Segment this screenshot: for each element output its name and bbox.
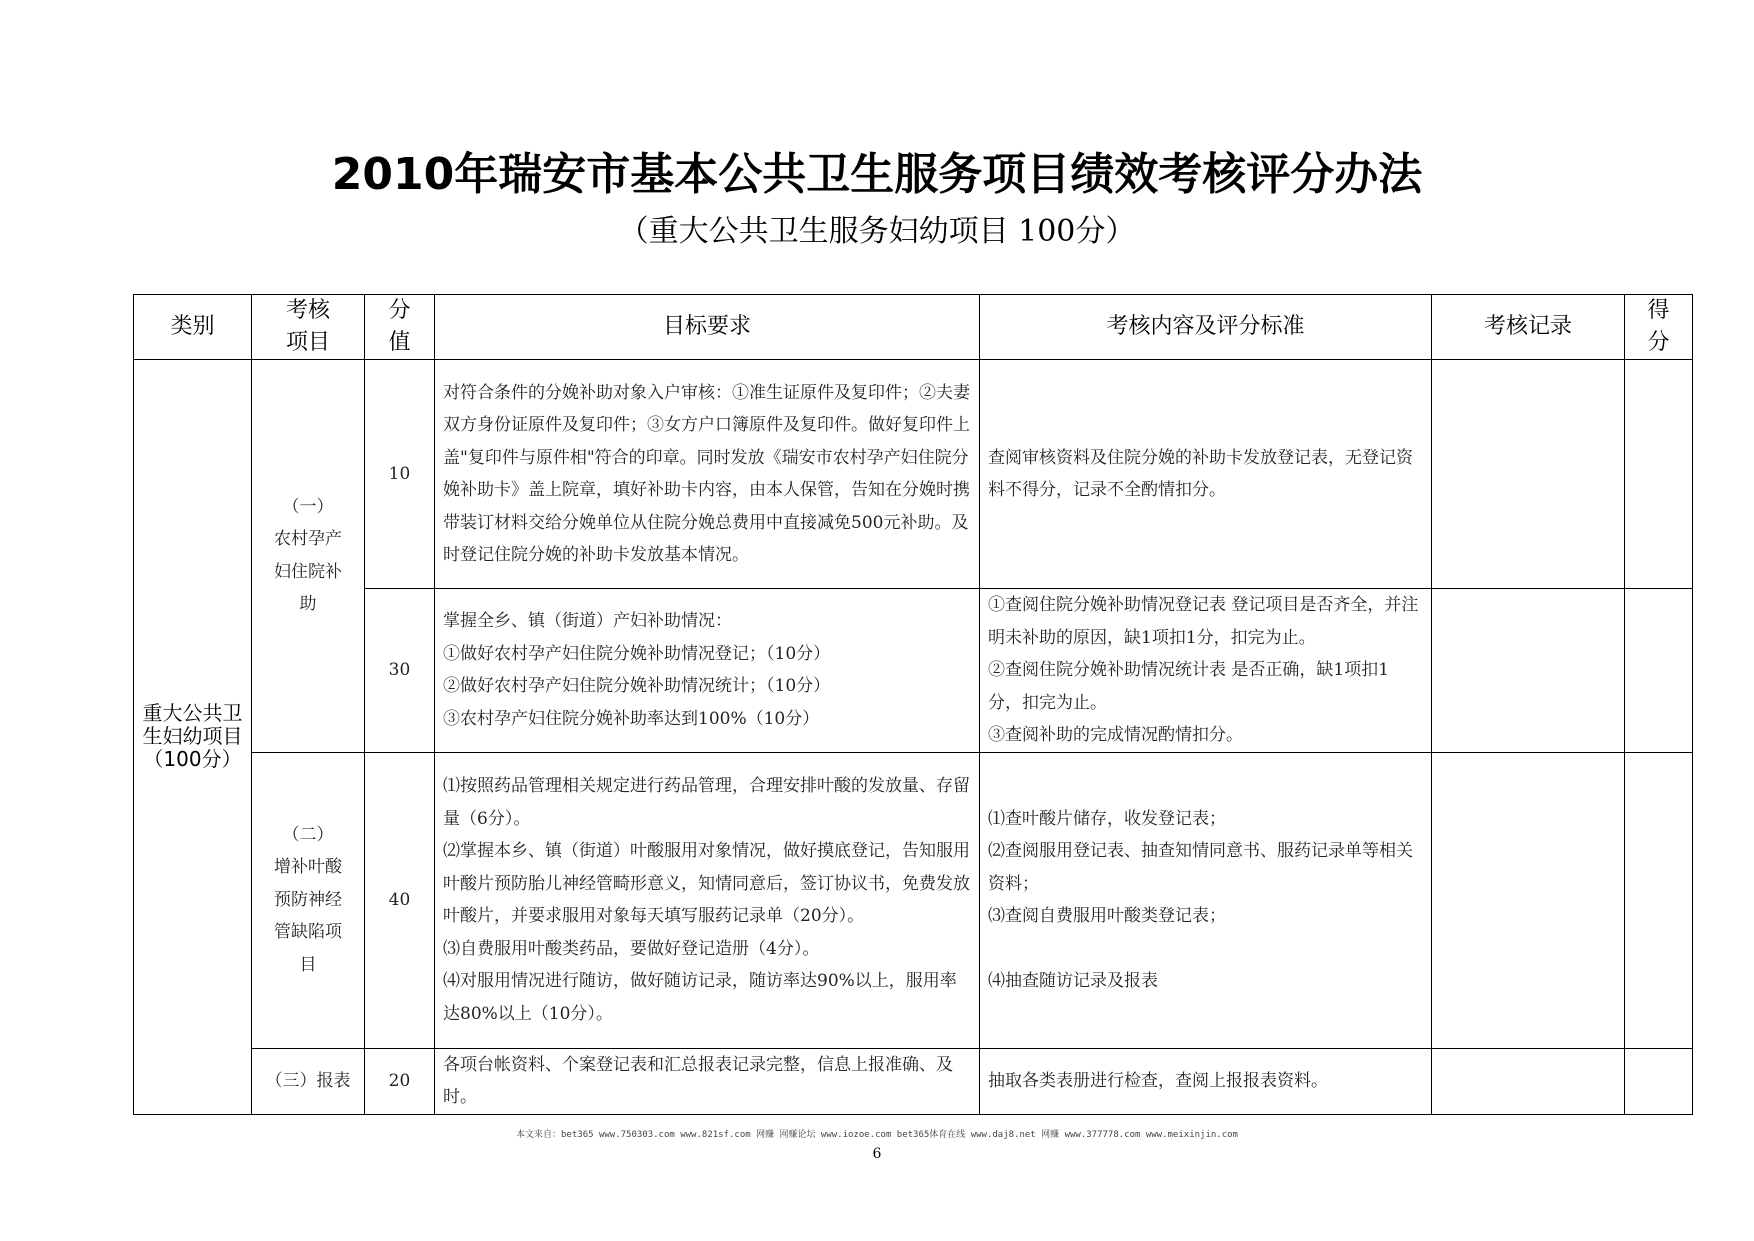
table-row [134, 360, 1693, 589]
table-header-row [134, 295, 1693, 360]
document-title: 2010年瑞安市基本公共卫生服务项目绩效考核评分办法 [331, 149, 1423, 200]
header-item: 考核 项目 [252, 295, 365, 360]
got-cell[interactable] [1625, 752, 1693, 1048]
got-cell[interactable] [1625, 589, 1693, 753]
target-cell: 掌握全乡、镇（街道）产妇补助情况： ①做好农村孕产妇住院分娩补助情况登记；（10分） ②做好农村孕产妇住院分娩补助情况统计；（10分） ③农村孕产妇住院分娩补助率达到100%（10分） [435, 589, 980, 753]
table-row [134, 752, 1693, 1048]
record-cell[interactable] [1432, 752, 1625, 1048]
header-record: 考核记录 [1432, 295, 1625, 360]
score-cell: 30 [365, 589, 435, 753]
record-cell[interactable] [1432, 589, 1625, 753]
page-content [0, 148, 1754, 1163]
assessment-table [133, 294, 1693, 1115]
table-row [134, 589, 1693, 753]
header-target: 目标要求 [435, 295, 980, 360]
record-cell[interactable] [1432, 1048, 1625, 1114]
header-score: 分 值 [365, 295, 435, 360]
criteria-cell: 查阅审核资料及住院分娩的补助卡发放登记表，无登记资料不得分，记录不全酌情扣分。 [980, 360, 1432, 589]
header-criteria: 考核内容及评分标准 [980, 295, 1432, 360]
table-row [134, 1048, 1693, 1114]
criteria-cell: ⑴查叶酸片储存，收发登记表； ⑵查阅服用登记表、抽查知情同意书、服药记录单等相关资料； ⑶查阅自费服用叶酸类登记表； ⑷抽查随访记录及报表 [980, 752, 1432, 1048]
source-footer: 本文来自：bet365 www.750303.com www.821sf.com 网赚 网赚论坛 www.iozoe.com bet365体育在线 www.daj8.net 网赚 www.377778.com www.meixinjin.com [516, 1129, 1238, 1140]
got-cell[interactable] [1625, 1048, 1693, 1114]
got-cell[interactable] [1625, 360, 1693, 589]
header-category: 类别 [134, 295, 252, 360]
score-cell: 20 [365, 1048, 435, 1114]
item-cell: （二） 增补叶酸 预防神经 管缺陷项 目 [252, 752, 365, 1048]
document-subtitle: （重大公共卫生服务妇幼项目 100分） [618, 214, 1136, 249]
header-got: 得 分 [1625, 295, 1693, 360]
score-cell: 10 [365, 360, 435, 589]
record-cell[interactable] [1432, 360, 1625, 589]
criteria-cell: 抽取各类表册进行检查，查阅上报报表资料。 [980, 1048, 1432, 1114]
score-cell: 40 [365, 752, 435, 1048]
target-cell: ⑴按照药品管理相关规定进行药品管理，合理安排叶酸的发放量、存留量（6分）。 ⑵掌握本乡、镇（街道）叶酸服用对象情况，做好摸底登记，告知服用叶酸片预防胎儿神经管畸形意义，知情同意后，签订协议书，免费发放叶酸片，并要求服用对象每天填写服药记录单（20分）。 ⑶自费服用叶酸类药品，要做好登记造册（4分）。 ⑷对服用情况进行随访，做好随访记录，随访率达90%以上，服用率达80%以上（10分）。 [435, 752, 980, 1048]
page-number: 6 [872, 1145, 882, 1162]
criteria-cell: ①查阅住院分娩补助情况登记表 登记项目是否齐全，并注明未补助的原因，缺1项扣1分，扣完为止。 ②查阅住院分娩补助情况统计表 是否正确，缺1项扣1分，扣完为止。 ③查阅补助的完成情况酌情扣分。 [980, 589, 1432, 753]
item-cell: （一） 农村孕产 妇住院补 助 [252, 360, 365, 753]
target-cell: 各项台帐资料、个案登记表和汇总报表记录完整，信息上报准确、及时。 [435, 1048, 980, 1114]
target-cell: 对符合条件的分娩补助对象入户审核：①准生证原件及复印件；②夫妻双方身份证原件及复印件；③女方户口簿原件及复印件。做好复印件上盖"复印件与原件相"符合的印章。同时发放《瑞安市农村孕产妇住院分娩补助卡》盖上院章，填好补助卡内容，由本人保管，告知在分娩时携带装订材料交给分娩单位从住院分娩总费用中直接减免500元补助。及时登记住院分娩的补助卡发放基本情况。 [435, 360, 980, 589]
item-cell: （三）报表 [252, 1048, 365, 1114]
category-cell: 重大公共卫生妇幼项目（100分） [134, 360, 252, 1115]
